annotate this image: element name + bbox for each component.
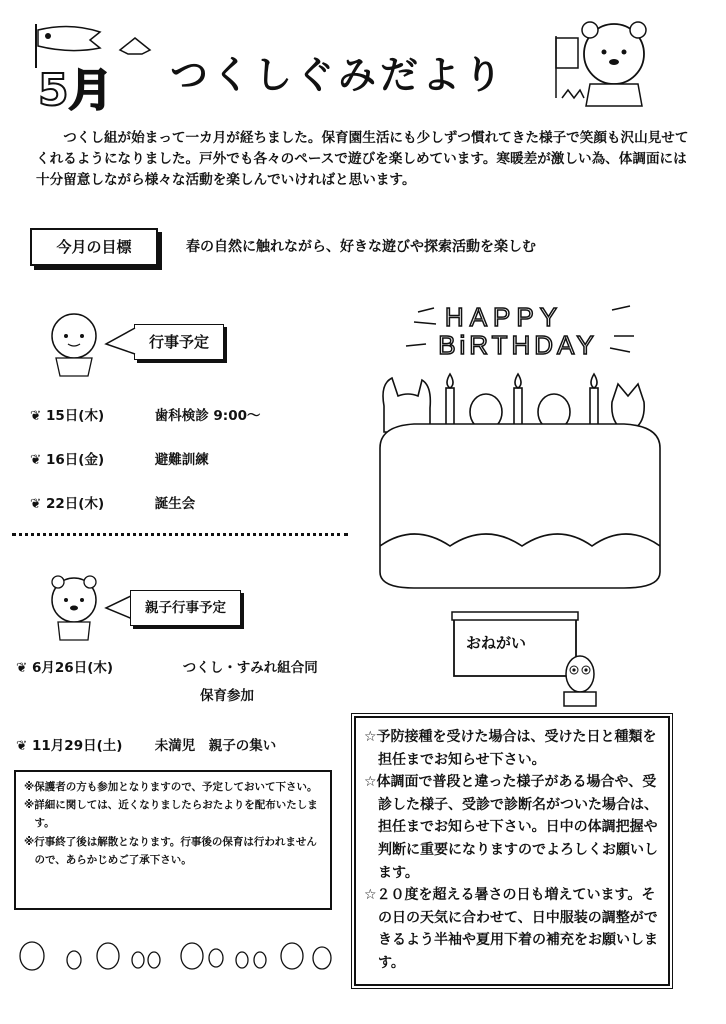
section-divider xyxy=(12,533,348,536)
event-item xyxy=(30,492,195,512)
event-text: 誕生会 xyxy=(154,496,196,512)
note-item: ※行事終了後は解散となります。行事後の保育は行われませんので、あらかじめご了承下さい。 xyxy=(24,835,317,866)
strawberry-border-decoration xyxy=(16,936,336,976)
note-item: ※保護者の方も参加となりますので、予定しておいて下さい。 xyxy=(24,781,318,793)
event-text: 歯科検診 9:00～ xyxy=(154,408,261,424)
parent-events-label: 親子行事予定 xyxy=(130,590,241,626)
birthday-title-line2: BiRTHDAY xyxy=(438,330,598,360)
parent-event-text: つくし・すみれ組合同 xyxy=(182,660,318,676)
strawberry-icon: ❦ xyxy=(30,408,42,424)
parent-event-item xyxy=(16,734,276,754)
strawberry-icon: ❦ xyxy=(16,738,28,754)
parent-event-date: 11月29日(土) xyxy=(32,738,123,754)
event-date: 16日(金) xyxy=(46,452,105,468)
request-item: ☆２０度を超える暑さの日も増えています。その日の天気に合わせて、日中服装の調整ができるよう半袖や夏用下着の補充をお願いします。 xyxy=(364,887,658,971)
intro-text: つくし組が始まって一カ月が経ちました。保育園生活にも少しずつ慣れてきた様子で笑顔も沢山見せてくれるようになりました。戸外でも各々のペースで遊びを楽しめています。寒暖差が激しい為、体調面には十分留意しながら様々な活動を楽しんでいければと思います。 xyxy=(36,130,689,188)
strawberry-icon: ❦ xyxy=(30,496,42,512)
request-list xyxy=(354,716,670,986)
parent-events-notes xyxy=(14,770,332,910)
bear-with-flag-illustration xyxy=(552,14,662,110)
event-item xyxy=(30,404,261,424)
intro-paragraph xyxy=(36,128,696,191)
event-date: 22日(木) xyxy=(46,496,105,512)
request-item: ☆体調面で普段と違った様子がある場合や、受診した様子、受診で診断名がついた場合は、担任までお知らせ下さい。日中の体調把握や判断に重要になりますのでよろしくお願いします。 xyxy=(364,774,658,881)
events-label: 行事予定 xyxy=(134,324,224,360)
note-item: ※詳細に関しては、近くなりましたらおたよりを配布いたします。 xyxy=(24,799,318,830)
request-label: おねがい xyxy=(466,634,527,652)
child-illustration xyxy=(44,308,104,378)
owl-illustration xyxy=(560,652,600,708)
newsletter-title: つくしぐみだより xyxy=(170,53,507,97)
event-date: 15日(木) xyxy=(46,408,105,424)
birthday-title-line1: HAPPY xyxy=(444,302,564,332)
speech-pointer-icon xyxy=(104,324,136,360)
event-item xyxy=(30,448,209,468)
bear-child-illustration xyxy=(44,572,104,642)
monthly-goal-text: 春の自然に触れながら、好きな遊びや探索活動を楽しむ xyxy=(186,239,536,255)
birthday-cake-illustration xyxy=(374,296,674,596)
request-item: ☆予防接種を受けた場合は、受けた日と種類を担任までお知らせ下さい。 xyxy=(364,729,657,768)
event-text: 避難訓練 xyxy=(154,452,209,468)
parent-event-text-cont: 保育参加 xyxy=(200,688,254,704)
parent-event-date: 6月26日(木) xyxy=(32,660,114,676)
monthly-goal-label: 今月の目標 xyxy=(30,228,158,266)
strawberry-icon: ❦ xyxy=(16,660,28,676)
month-number: 5月 xyxy=(38,65,113,116)
parent-event-item xyxy=(16,656,318,676)
strawberry-icon: ❦ xyxy=(30,452,42,468)
parent-event-text: 未満児 親子の集い xyxy=(154,738,277,754)
